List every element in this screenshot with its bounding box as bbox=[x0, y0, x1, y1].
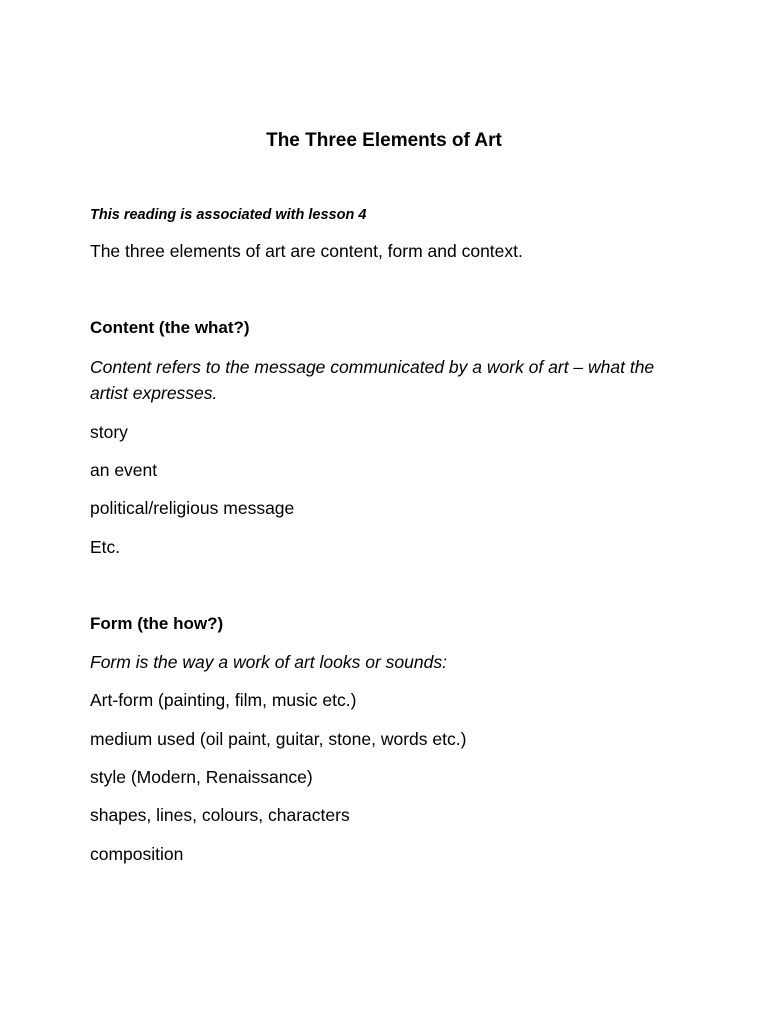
section-description-content: Content refers to the message communicated by a work of art – what the artist expresses. bbox=[90, 357, 655, 403]
section-heading-form: Form (the how?) bbox=[90, 614, 224, 633]
list-item: Art-form (painting, film, music etc.) bbox=[90, 690, 357, 710]
list-item: composition bbox=[90, 844, 184, 864]
list-item: an event bbox=[90, 460, 158, 480]
section-heading-content: Content (the what?) bbox=[90, 318, 250, 337]
list-item: shapes, lines, colours, characters bbox=[90, 805, 350, 825]
list-item: medium used (oil paint, guitar, stone, words etc.) bbox=[90, 729, 467, 749]
document-title: The Three Elements of Art bbox=[266, 130, 502, 151]
intro-text: The three elements of art are content, form and context. bbox=[90, 241, 523, 261]
list-item: style (Modern, Renaissance) bbox=[90, 767, 313, 787]
section-description-form: Form is the way a work of art looks or sounds: bbox=[90, 652, 447, 672]
list-item: political/religious message bbox=[90, 498, 295, 518]
list-item: Etc. bbox=[90, 537, 121, 557]
list-item: story bbox=[90, 422, 128, 442]
lesson-note: This reading is associated with lesson 4 bbox=[90, 207, 367, 223]
